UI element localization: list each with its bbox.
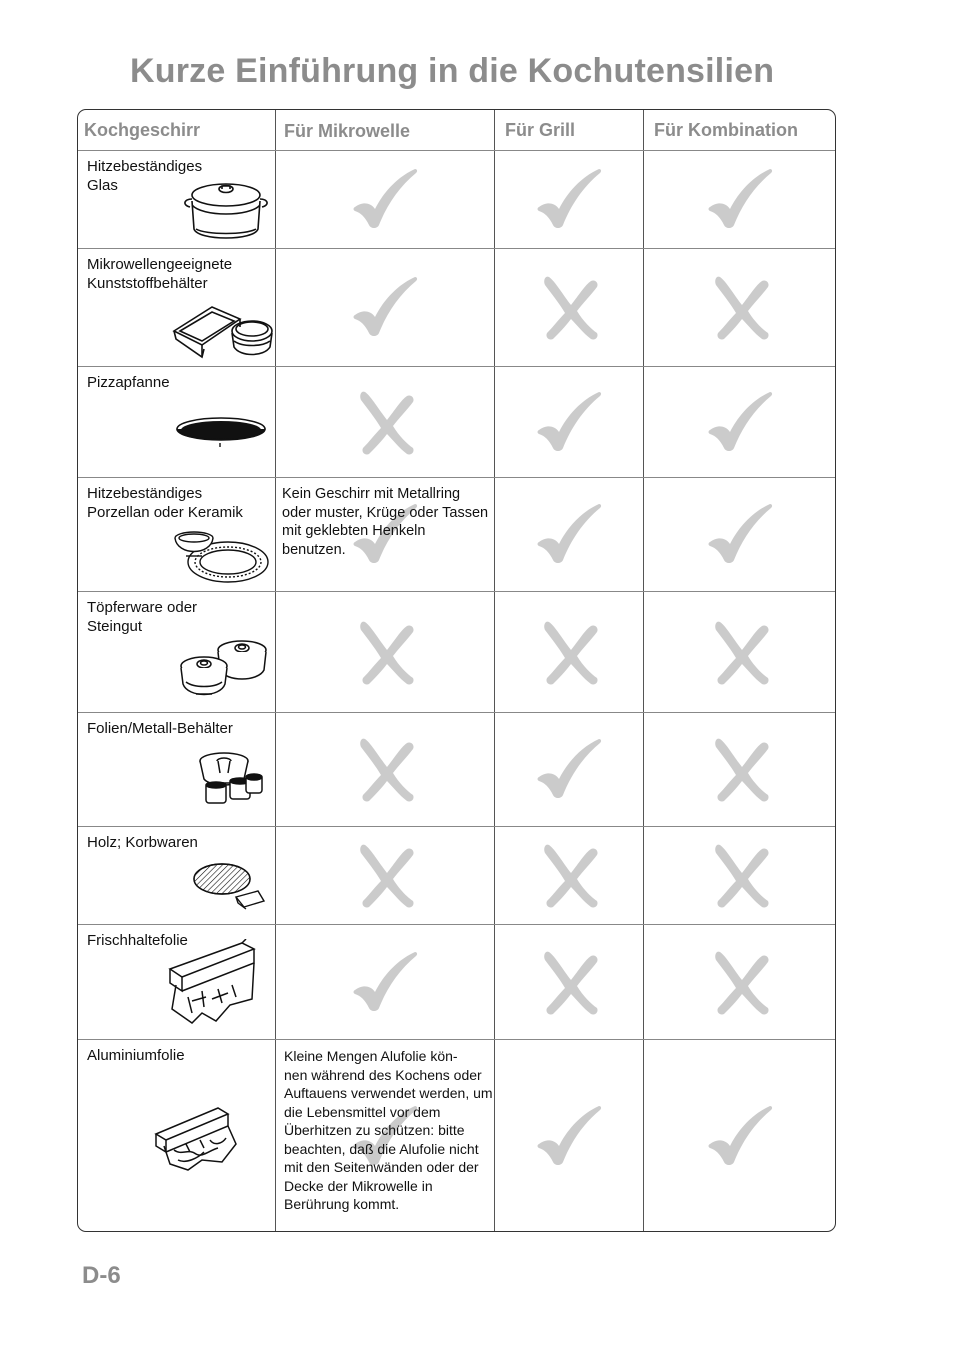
header-kombination: Für Kombination [654, 120, 798, 140]
cross-icon [706, 841, 776, 911]
table-row [78, 477, 835, 591]
check-icon [706, 165, 776, 235]
cookware-cell [78, 713, 275, 826]
table-row [78, 826, 835, 924]
suitability-cell-grill [494, 249, 643, 366]
cross-icon [706, 948, 776, 1018]
check-icon [351, 165, 421, 235]
suitability-cell-mikrowelle [275, 713, 494, 826]
suitability-cell-kombination [643, 151, 836, 248]
cling-film-box-icon [162, 939, 266, 1030]
suitability-cell-mikrowelle [275, 367, 494, 477]
suitability-cell-grill [494, 1040, 643, 1232]
suitability-cell-kombination [643, 827, 836, 924]
page-number: D-6 [82, 1262, 121, 1289]
cookware-cell [78, 592, 275, 712]
suitability-cell-grill [494, 151, 643, 248]
metal-containers-icon [196, 749, 266, 816]
check-icon [535, 388, 605, 458]
cookware-name: Frischhaltefolie [87, 932, 188, 949]
cookware-cell [78, 827, 275, 924]
cross-icon [535, 618, 605, 688]
check-icon [535, 500, 605, 570]
cross-icon [351, 841, 421, 911]
cookware-name: Folien/Metall-Behälter [87, 720, 233, 737]
suitability-cell-kombination [643, 713, 836, 826]
cross-icon [351, 618, 421, 688]
pottery-bowls-icon [178, 634, 274, 709]
suitability-cell-grill [494, 713, 643, 826]
suitability-cell-grill [494, 827, 643, 924]
table-row [78, 1039, 835, 1232]
table-row [78, 366, 835, 477]
cookware-name: Töpferware oder Steingut [87, 599, 198, 635]
suitability-cell-kombination [643, 367, 836, 477]
cookware-cell [78, 367, 275, 477]
table-row [78, 248, 835, 366]
cookware-cell [78, 925, 275, 1039]
cookware-name: Hitzebeständiges Porzellan oder Keramik [87, 485, 243, 521]
suitability-cell-kombination [643, 925, 836, 1039]
table-row [78, 150, 835, 248]
suitability-cell-mikrowelle [275, 1040, 494, 1232]
cookware-cell [78, 249, 275, 366]
check-icon [535, 735, 605, 805]
cookware-cell [78, 478, 275, 591]
check-icon [706, 388, 776, 458]
check-icon [351, 948, 421, 1018]
cross-icon [535, 841, 605, 911]
suitability-cell-mikrowelle [275, 249, 494, 366]
suitability-cell-kombination [643, 249, 836, 366]
page-title: Kurze Einführung in die Kochutensilien [130, 52, 775, 90]
suitability-cell-mikrowelle [275, 925, 494, 1039]
suitability-cell-kombination [643, 1040, 836, 1232]
pizza-pan-icon [174, 413, 268, 460]
check-icon [706, 1102, 776, 1172]
cookware-cell [78, 1040, 275, 1232]
header-kochgeschirr: Kochgeschirr [84, 120, 201, 140]
cookware-cell [78, 151, 275, 248]
table-row [78, 924, 835, 1039]
suitability-cell-kombination [643, 592, 836, 712]
suitability-cell-mikrowelle [275, 592, 494, 712]
glass-casserole-icon [178, 175, 274, 252]
cookware-name: Holz; Korbwaren [87, 834, 198, 851]
suitability-cell-grill [494, 592, 643, 712]
suitability-cell-grill [494, 925, 643, 1039]
cross-icon [535, 948, 605, 1018]
suitability-cell-grill [494, 478, 643, 591]
cross-icon [706, 618, 776, 688]
table-header-row [78, 110, 835, 150]
check-icon [535, 1102, 605, 1172]
wicker-basket-icon [192, 861, 270, 918]
usage-note: Kein Geschirr mit Metallring oder muster, Krüge oder Tassen mit geklebten Henkeln benutzen. [282, 486, 489, 558]
cookware-name: Mikrowellengeeignete Kunststoffbehälter [87, 256, 233, 292]
check-icon [535, 165, 605, 235]
usage-note: Kleine Mengen Alufolie kön- nen während des Kochens oder Auftauens verwendet werden, um die Lebensmittel vor dem Überhitzen zu schützen: bitte beachten, daß die Alufolie nicht mit den Seitenwänden oder der Decke der Mikrowelle in Berührung kommt. [284, 1048, 493, 1212]
suitability-cell-grill [494, 367, 643, 477]
check-icon [706, 500, 776, 570]
suitability-cell-mikrowelle [275, 478, 494, 591]
plastic-container-icon [170, 301, 274, 368]
cross-icon [706, 273, 776, 343]
cookware-name: Aluminiumfolie [87, 1047, 185, 1064]
porcelain-bowl-plate-icon [172, 526, 272, 593]
suitability-cell-mikrowelle [275, 151, 494, 248]
cross-icon [351, 735, 421, 805]
table-row [78, 712, 835, 826]
check-icon [351, 273, 421, 343]
cross-icon [706, 735, 776, 805]
header-grill: Für Grill [505, 120, 576, 140]
cookware-name: Pizzapfanne [87, 374, 170, 391]
cookware-name: Hitzebeständiges Glas [87, 158, 203, 194]
cross-icon [351, 388, 421, 458]
aluminium-foil-box-icon [152, 1100, 246, 1177]
suitability-cell-kombination [643, 478, 836, 591]
header-mikrowelle: Für Mikrowelle [284, 121, 411, 141]
cookware-table [77, 109, 836, 1232]
suitability-cell-mikrowelle [275, 827, 494, 924]
cross-icon [535, 273, 605, 343]
table-row [78, 591, 835, 712]
